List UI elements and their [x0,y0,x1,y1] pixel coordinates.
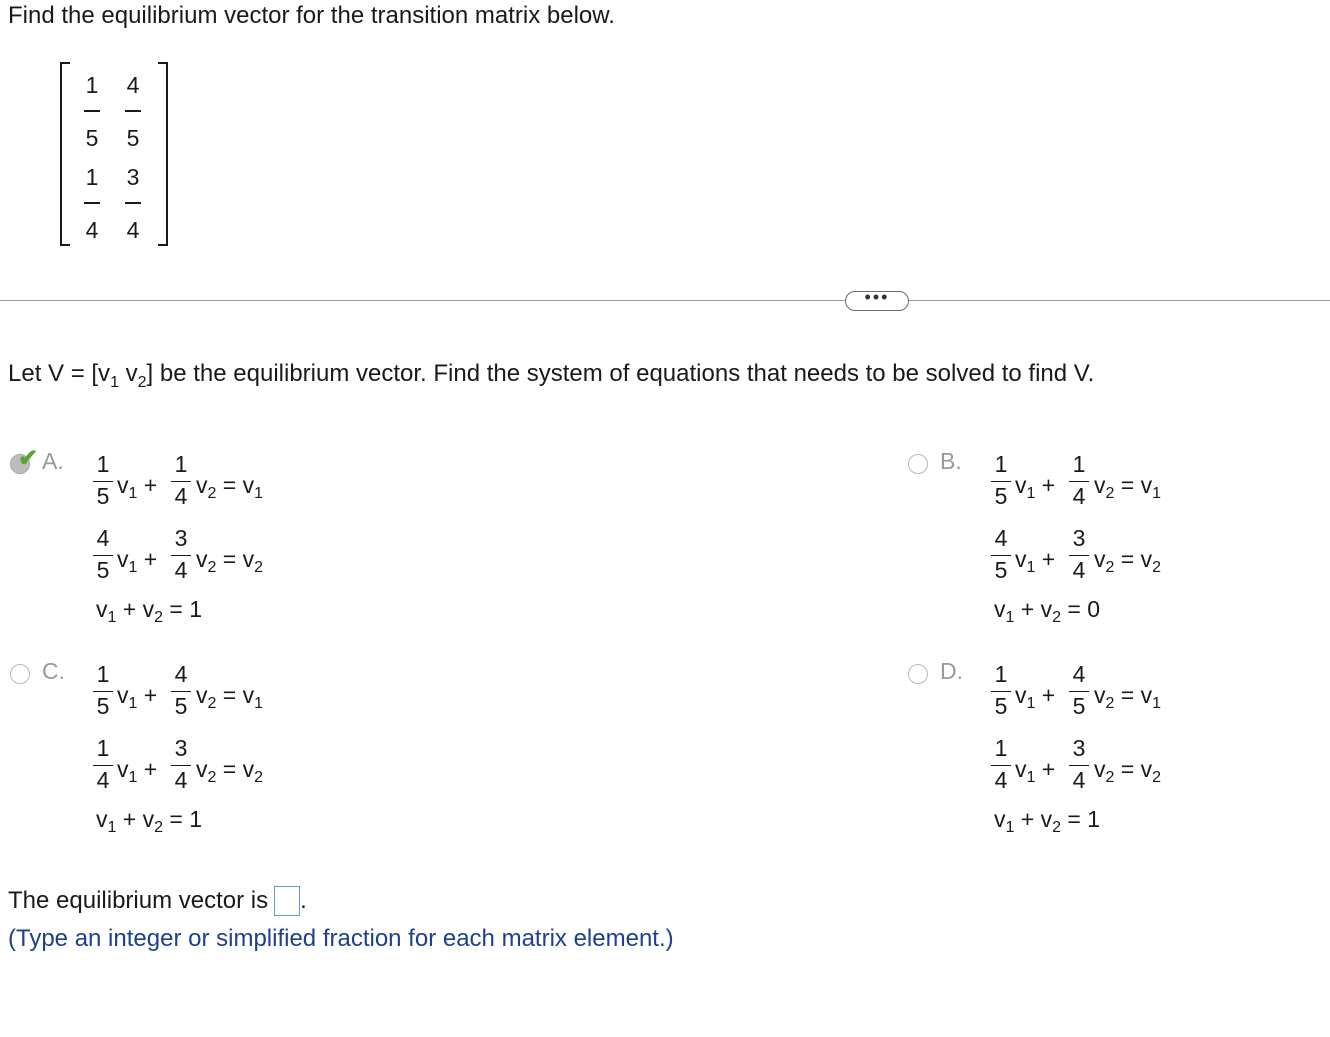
matrix-cell-r2c2 [118,164,148,243]
denominator: 4 [174,483,188,509]
fraction-bar [1069,555,1089,556]
fraction-bar [171,691,191,692]
term-v2-equals: $v_2 = v_1$ [196,682,264,712]
term-v1-plus: $v_1$ + [117,756,158,786]
answer-line [8,886,307,916]
matrix-cell-numerator: 1 [85,72,99,98]
rhs-subscript: 1 [254,695,264,712]
fraction-bar [1069,481,1089,482]
rhs-subscript: 2 [254,769,264,786]
term-v2-equals: $v_2 = v_1$ [196,472,264,502]
prompt-part2: v [118,360,138,387]
rhs-subscript: 1 [254,485,264,502]
matrix-left-bracket [60,62,70,246]
matrix-cell-r2c1 [77,164,107,243]
numerator: 1 [96,661,110,687]
fraction-bar [93,555,113,556]
checkmark-icon: ✔ [18,445,39,472]
term-v1-plus: $v_1$ + [1015,472,1056,502]
numerator: 1 [96,451,110,477]
denominator: 5 [96,693,110,719]
option-c-sum-equation: $v_1 + v_2 = 1$ [96,806,203,836]
option-c-radio[interactable] [10,664,30,684]
option-a[interactable] [10,445,330,638]
numerator: 4 [1072,661,1086,687]
option-c-label: C. [42,658,65,684]
rhs-subscript: 1 [1152,695,1162,712]
rhs-subscript: 2 [254,559,264,576]
denominator: 4 [1072,557,1086,583]
fraction-bar [125,110,141,112]
numerator: 1 [994,661,1008,687]
more-button[interactable]: ••• [845,291,909,311]
prompt-sub2: 2 [137,374,147,391]
fraction-bar [171,765,191,766]
fraction [988,526,1014,582]
answer-hint: (Type an integer or simplified fraction for each matrix element.) [8,925,674,952]
denominator: 5 [174,693,188,719]
option-b-radio[interactable] [908,454,928,474]
term-v2-equals: $v_2 = v_2$ [1094,756,1162,786]
sum-rhs: 0 [1087,596,1101,622]
numerator: 3 [174,525,188,551]
option-b-label: B. [940,448,962,474]
matrix-cell-numerator: 3 [126,164,140,190]
numerator: 1 [1072,451,1086,477]
numerator: 1 [994,451,1008,477]
sum-rhs: 1 [189,596,203,622]
denominator: 5 [994,693,1008,719]
denominator: 4 [174,767,188,793]
fraction [1066,452,1092,508]
prompt-sub1: 1 [110,374,119,391]
fraction [168,452,194,508]
matrix-cell-denominator: 4 [85,217,99,243]
option-a-sum-equation: $v_1 + v_2 = 1$ [96,596,203,626]
fraction-bar [125,202,141,204]
denominator: 4 [1072,483,1086,509]
numerator: 3 [1072,735,1086,761]
term-v2-equals: $v_2 = v_2$ [196,756,264,786]
fraction-bar [84,110,100,112]
fraction [988,662,1014,718]
denominator: 5 [994,483,1008,509]
option-c[interactable] [10,658,330,848]
rhs-subscript: 2 [1152,559,1162,576]
option-d-label: D. [940,658,963,684]
fraction [988,452,1014,508]
prompt-part1: Let V = [v [8,360,111,387]
question-text: Find the equilibrium vector for the transition matrix below. [8,2,615,29]
matrix-cell-numerator: 4 [126,72,140,98]
matrix-cell-r1c2 [118,72,148,151]
sum-rhs: 1 [1087,806,1101,832]
numerator: 4 [174,661,188,687]
denominator: 5 [96,557,110,583]
numerator: 4 [994,525,1008,551]
term-v1-plus: $v_1$ + [1015,682,1056,712]
term-v2-equals: $v_2 = v_2$ [1094,546,1162,576]
answer-text: The equilibrium vector is [8,887,269,914]
option-b[interactable] [908,448,1228,638]
fraction [90,452,116,508]
numerator: 3 [1072,525,1086,551]
denominator: 4 [174,557,188,583]
denominator: 5 [994,557,1008,583]
fraction-bar [991,691,1011,692]
fraction-bar [991,555,1011,556]
prompt-part3: ] be the equilibrium vector. Find the system of equations that needs to be solved to find V. [146,360,1095,387]
option-a-label: A. [42,448,64,474]
term-v1-plus: $v_1$ + [1015,546,1056,576]
transition-matrix [60,62,168,244]
matrix-cell-r1c1 [77,72,107,151]
matrix-cell-denominator: 5 [126,125,140,151]
fraction [90,526,116,582]
term-v1-plus: $v_1$ + [117,472,158,502]
numerator: 1 [994,735,1008,761]
denominator: 5 [96,483,110,509]
fraction-bar [1069,691,1089,692]
rhs-subscript: 1 [1152,485,1162,502]
matrix-cell-denominator: 4 [126,217,140,243]
fraction-bar [93,691,113,692]
fraction [168,526,194,582]
matrix-right-bracket [158,62,168,246]
option-d-radio[interactable] [908,664,928,684]
numerator: 3 [174,735,188,761]
fraction [1066,526,1092,582]
fraction-bar [991,481,1011,482]
denominator: 5 [1072,693,1086,719]
answer-input[interactable] [274,886,300,916]
sum-rhs: 1 [189,806,203,832]
option-b-sum-equation: $v_1 + v_2 = 0$ [994,596,1101,626]
numerator: 1 [174,451,188,477]
fraction [1066,736,1092,792]
numerator: 1 [96,735,110,761]
option-d[interactable] [908,658,1228,848]
fraction-bar [93,765,113,766]
matrix-cell-denominator: 5 [85,125,99,151]
matrix-cell-numerator: 1 [85,164,99,190]
fraction-bar [93,481,113,482]
fraction-bar [1069,765,1089,766]
denominator: 4 [1072,767,1086,793]
term-v2-equals: $v_2 = v_1$ [1094,472,1162,502]
option-d-sum-equation: $v_1 + v_2 = 1$ [994,806,1101,836]
term-v1-plus: $v_1$ + [1015,756,1056,786]
section-divider [0,300,1330,301]
answer-suffix: . [300,887,307,914]
fraction [90,736,116,792]
denominator: 4 [96,767,110,793]
term-v2-equals: $v_2 = v_2$ [196,546,264,576]
term-v1-plus: $v_1$ + [117,682,158,712]
fraction-bar [991,765,1011,766]
fraction [90,662,116,718]
term-v1-plus: $v_1$ + [117,546,158,576]
prompt-text [8,360,1094,392]
fraction-bar [171,555,191,556]
fraction-bar [171,481,191,482]
fraction [988,736,1014,792]
rhs-subscript: 2 [1152,769,1162,786]
fraction [168,662,194,718]
fraction-bar [84,202,100,204]
denominator: 4 [994,767,1008,793]
term-v2-equals: $v_2 = v_1$ [1094,682,1162,712]
numerator: 4 [96,525,110,551]
fraction [1066,662,1092,718]
fraction [168,736,194,792]
